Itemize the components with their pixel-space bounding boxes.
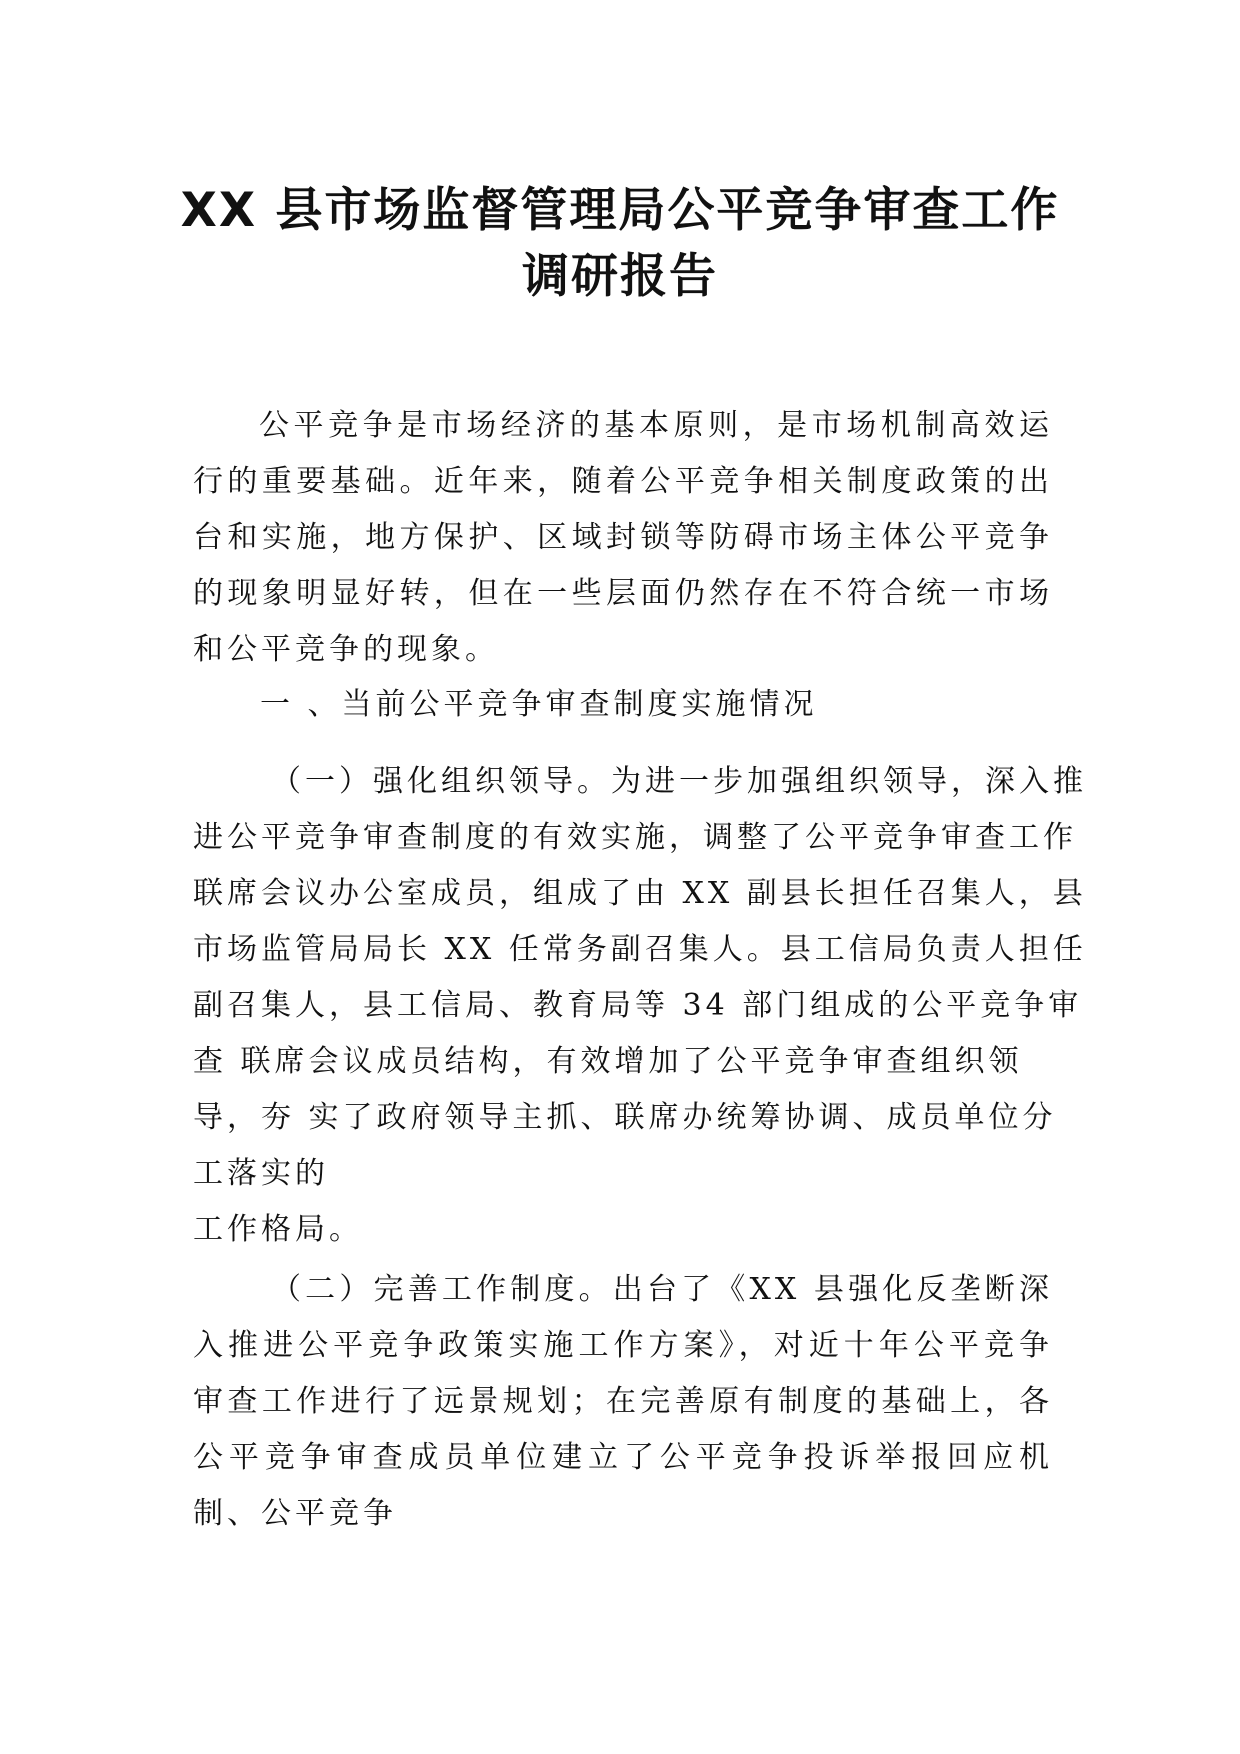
item-2-paragraph-block: [193, 1262, 1053, 1542]
item-1-line: 工作格局。: [193, 1212, 363, 1247]
item-2-paragraph: （二）完善工作制度。出台了《XX 县强化反垄断深入推进公平竞争政策实施工作方案》，对近十年公平竞争审查工作进行了远景规划；在完善原有制度的基础上，各公平竞争审查成员单位建立了公平竞争投诉举报回应机制、公平竞争: [193, 1272, 1053, 1531]
item-1-line: 副召集人，县工信局、教育局等 34 部门组成的公平竞争审: [193, 988, 1083, 1023]
item-1-line: （一）强化组织领导。为进一步加强组织领导，深入推: [271, 764, 1087, 799]
item-1-line: 查 联席会议成员结构，有效增加了公平竞争审查组织领: [193, 1044, 1023, 1079]
item-1-line: 进公平竞争审查制度的有效实施，调整了公平竞争审查工作: [193, 820, 1077, 855]
section-heading-1: 一 、当前公平竞争审查制度实施情况: [260, 687, 818, 722]
item-1-line: 市场监管局局长 XX 任常务副召集人。县工信局负责人担任: [193, 932, 1087, 967]
intro-paragraph-block: [193, 398, 1053, 678]
item-1-line: 联席会议办公室成员，组成了由 XX 副县长担任召集人，县: [193, 876, 1087, 911]
title-line-1: XX 县市场监督管理局公平竞争审查工作: [180, 183, 1060, 238]
item-1-paragraph: [193, 754, 1087, 1258]
item-1-line: 导，夯 实了政府领导主抓、联席办统筹协调、成员单位分: [193, 1100, 1057, 1135]
intro-paragraph: 公平竞争是市场经济的基本原则，是市场机制高效运行的重要基础。近年来，随着公平竞争相关制度政策的出台和实施，地方保护、区域封锁等防碍市场主体公平竞争的现象明显好转，但在一些层面仍然存在不符合统一市场和公平竞争的现象。: [193, 408, 1053, 667]
item-1-line: 工落实的: [193, 1156, 329, 1191]
document-title: [150, 178, 1090, 310]
title-line-2: 调研报告: [522, 249, 718, 304]
